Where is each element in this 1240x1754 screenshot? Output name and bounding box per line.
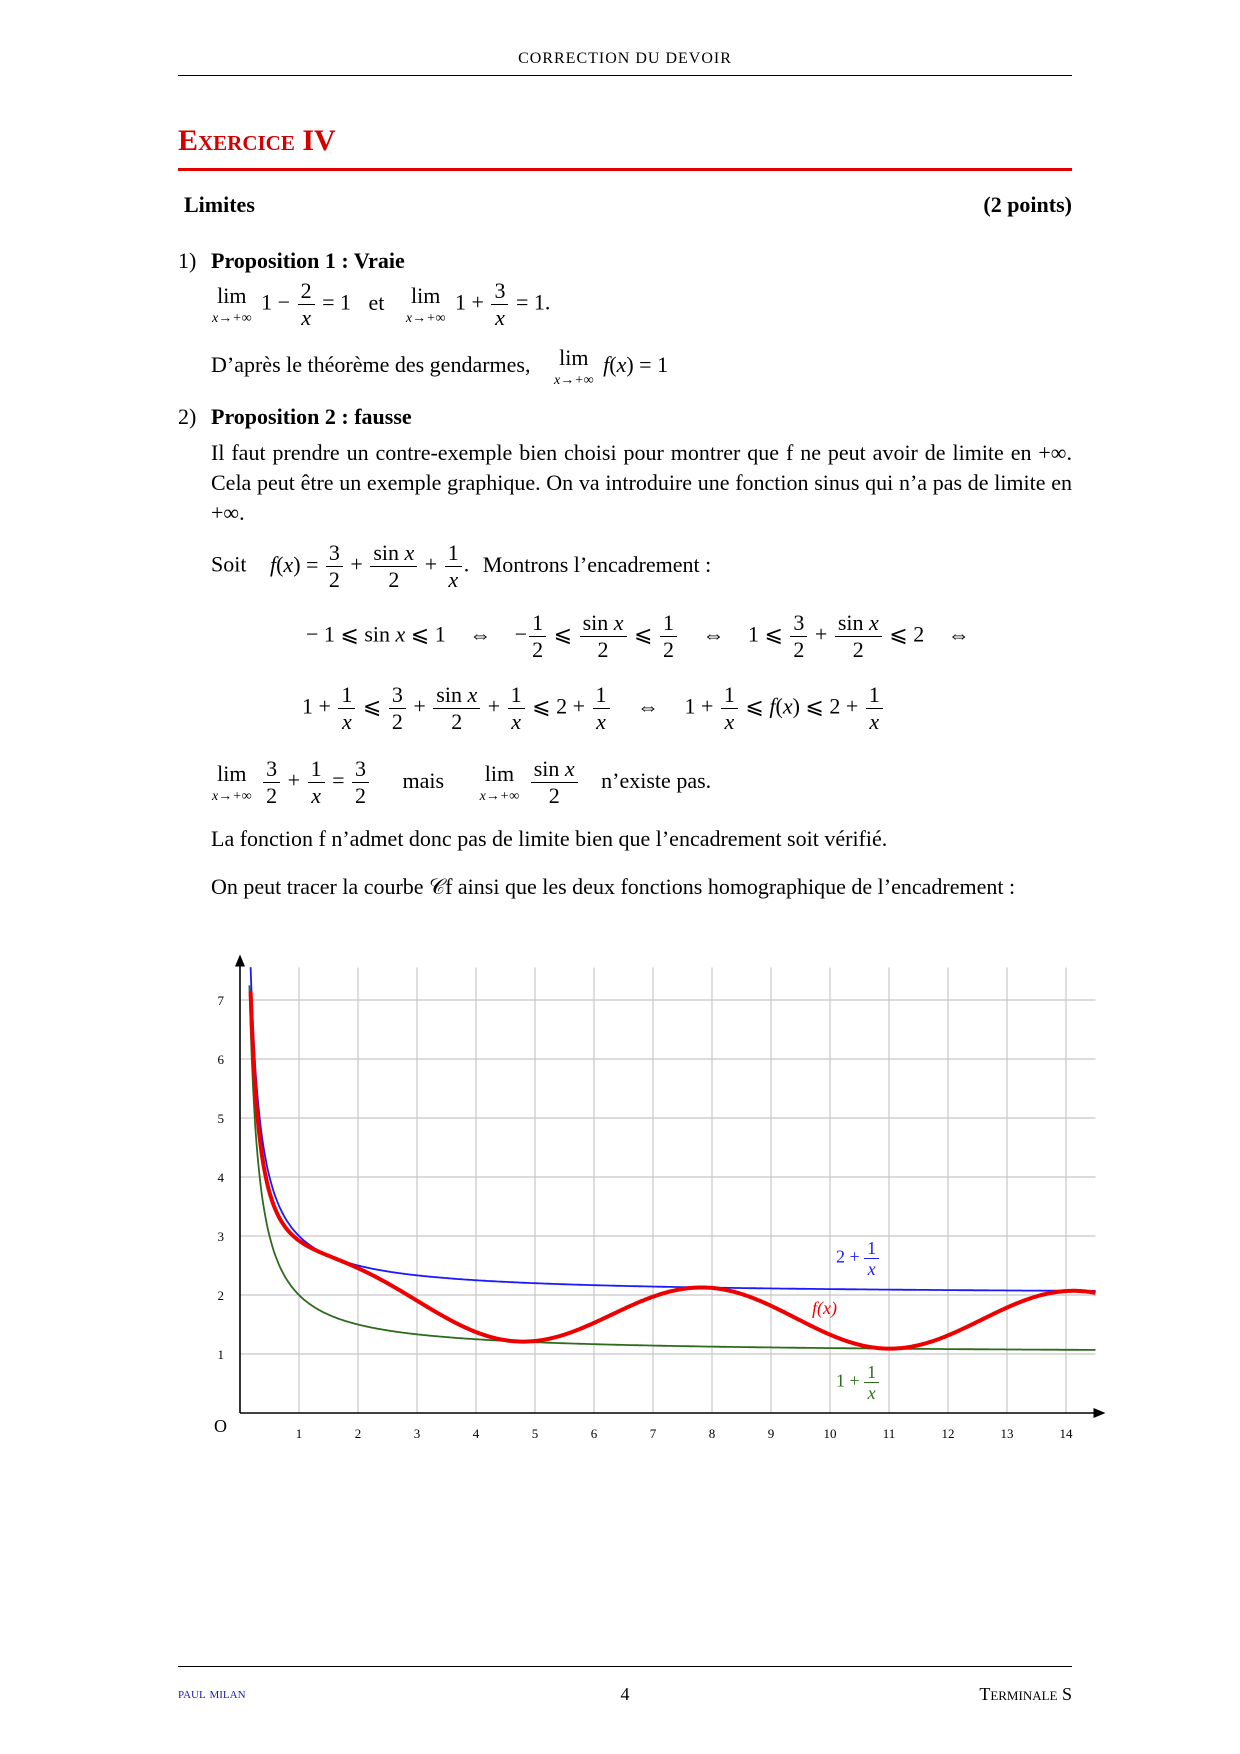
x-tick-label: 13 bbox=[1000, 1426, 1014, 1441]
page-header: CORRECTION DU DEVOIR bbox=[518, 50, 732, 67]
y-tick-label: 5 bbox=[217, 1111, 224, 1126]
q1-result-lim: lim x→+∞ bbox=[553, 345, 594, 388]
y-axis-arrow bbox=[235, 955, 245, 967]
q1-lim2: lim x→+∞ bbox=[405, 282, 446, 326]
q2-soit: Soit bbox=[211, 551, 247, 577]
q1-conclusion-line: D’après le théorème des gendarmes, lim x→+∞ f(x) = 1 bbox=[211, 345, 669, 388]
exercise-points: (2 points) bbox=[983, 192, 1072, 217]
upper-curve-label: 2 + $\frac{1}{x}$ bbox=[836, 1238, 879, 1279]
curve-upper-bound bbox=[251, 967, 1096, 1291]
footer-author: paul milan bbox=[178, 1686, 246, 1702]
x-tick-label: 9 bbox=[767, 1426, 775, 1441]
q2-montrons: Montrons l’encadrement : bbox=[482, 551, 712, 577]
x-tick-label: 10 bbox=[823, 1426, 837, 1441]
x-tick-label: 7 bbox=[649, 1426, 657, 1441]
exercise-title: Exercice IV bbox=[178, 124, 336, 157]
x-tick-label: 8 bbox=[708, 1426, 716, 1441]
chart-ticks bbox=[218, 993, 1074, 1441]
q2-paragraph: Il faut prendre un contre-exemple bien choisi pour montrer que f ne peut avoir de limite en +∞. Cela peut être un exemple graphique. On va introduire une fonction sinus qui n’a pas de limite en +∞. bbox=[211, 440, 1072, 525]
lim-sub: x→+∞ bbox=[212, 788, 252, 804]
origin-label: O bbox=[214, 1416, 227, 1436]
y-tick-label: 7 bbox=[217, 993, 224, 1008]
q2-inequality-line2: 1 + $\frac{1}{x}$ ⩽ $\frac{3}{2}$ + $\frac{\text{sin x}}{2}$ + $\frac{1}{x}$ ⩽ 2 + $\frac{1}{x}$ ⇔ 1 + $\frac{1}{x}$ ⩽ f(x) ⩽ 2 + $\frac{1}{x}$ bbox=[302, 682, 885, 735]
q1-number: 1) bbox=[178, 248, 197, 273]
footer-rule bbox=[178, 1666, 1072, 1667]
y-tick-label: 1 bbox=[217, 1347, 224, 1362]
lim-sub: x→+∞ bbox=[212, 310, 252, 326]
footer-class: Terminale S bbox=[979, 1684, 1072, 1704]
x-tick-label: 12 bbox=[941, 1426, 955, 1441]
q1-lim1: lim x→+∞ bbox=[212, 282, 252, 326]
x-tick-label: 1 bbox=[295, 1426, 303, 1441]
q2-number: 2) bbox=[178, 404, 197, 429]
y-tick-label: 3 bbox=[217, 1229, 224, 1244]
x-tick-label: 2 bbox=[354, 1426, 362, 1441]
x-tick-label: 6 bbox=[590, 1426, 598, 1441]
x-tick-label: 3 bbox=[413, 1426, 421, 1441]
q2-nexiste: n’existe pas. bbox=[601, 767, 712, 793]
q2-title: Proposition 2 : fausse bbox=[211, 404, 412, 429]
y-tick-label: 2 bbox=[217, 1288, 224, 1303]
footer-page: 4 bbox=[620, 1684, 630, 1704]
q2-lim-b: lim x→+∞ bbox=[479, 760, 520, 804]
x-tick-label: 14 bbox=[1059, 1426, 1073, 1441]
q2-graph-intro: On peut tracer la courbe 𝒞f ainsi que les deux fonctions homographique de l’encadrement : bbox=[211, 874, 1016, 899]
x-tick-label: 4 bbox=[472, 1426, 480, 1441]
lim-sub: x→+∞ bbox=[553, 373, 594, 388]
q2-conclusion: La fonction f n’admet donc pas de limite bien que l’encadrement soit vérifié. bbox=[211, 826, 888, 851]
y-tick-label: 4 bbox=[217, 1170, 224, 1185]
lower-curve-label: 1 + $\frac{1}{x}$ bbox=[836, 1362, 879, 1403]
q1-title: Proposition 1 : Vraie bbox=[211, 248, 405, 273]
y-tick-label: 6 bbox=[217, 1052, 224, 1067]
q1-conclusion: D’après le théorème des gendarmes, bbox=[211, 352, 531, 378]
chart-curves bbox=[249, 967, 1095, 1350]
exercise-topic: Limites bbox=[184, 192, 255, 217]
q2-inequality-line1: − 1 ⩽ sin x ⩽ 1 ⇔ − $\frac{1}{2}$ ⩽ $\frac{\text{sin x}}{2}$ ⩽ $\frac{1}{2}$ ⇔ 1 ⩽ $\frac{3}{2}$ + $\frac{\text{sin x}}{2}$ ⩽ 2 ⇔ bbox=[306, 610, 970, 662]
q1-connector: et bbox=[368, 289, 385, 315]
q2-mais: mais bbox=[402, 767, 445, 793]
x-tick-label: 5 bbox=[531, 1426, 539, 1441]
x-tick-label: 11 bbox=[882, 1426, 896, 1441]
lim-sub: x→+∞ bbox=[405, 310, 446, 326]
q2-limit-line: lim x→+∞ $\frac{3}{2}$ + $\frac{1}{x}$ = $\frac{3}{2}$ mais lim x→+∞ $\frac{\text{sin x}}{2}$ n’existe pas. bbox=[212, 756, 712, 808]
q2-lim-a: lim x→+∞ bbox=[212, 760, 252, 804]
lim-sub: x→+∞ bbox=[479, 788, 520, 804]
q2-definition: Soit f(x) = $\frac{3}{2}$ + $\frac{\text{sin x}}{2}$ + $\frac{1}{x}$ . Montrons l’encadrement : bbox=[211, 540, 712, 592]
x-axis-arrow bbox=[1094, 1408, 1106, 1418]
f-curve-label: f(x) bbox=[812, 1298, 837, 1318]
q1-limits: lim x→+∞ 1 − $\frac{2}{x}$ = 1 et lim x→+∞ 1 + $\frac{3}{x}$ = 1. bbox=[212, 278, 551, 330]
